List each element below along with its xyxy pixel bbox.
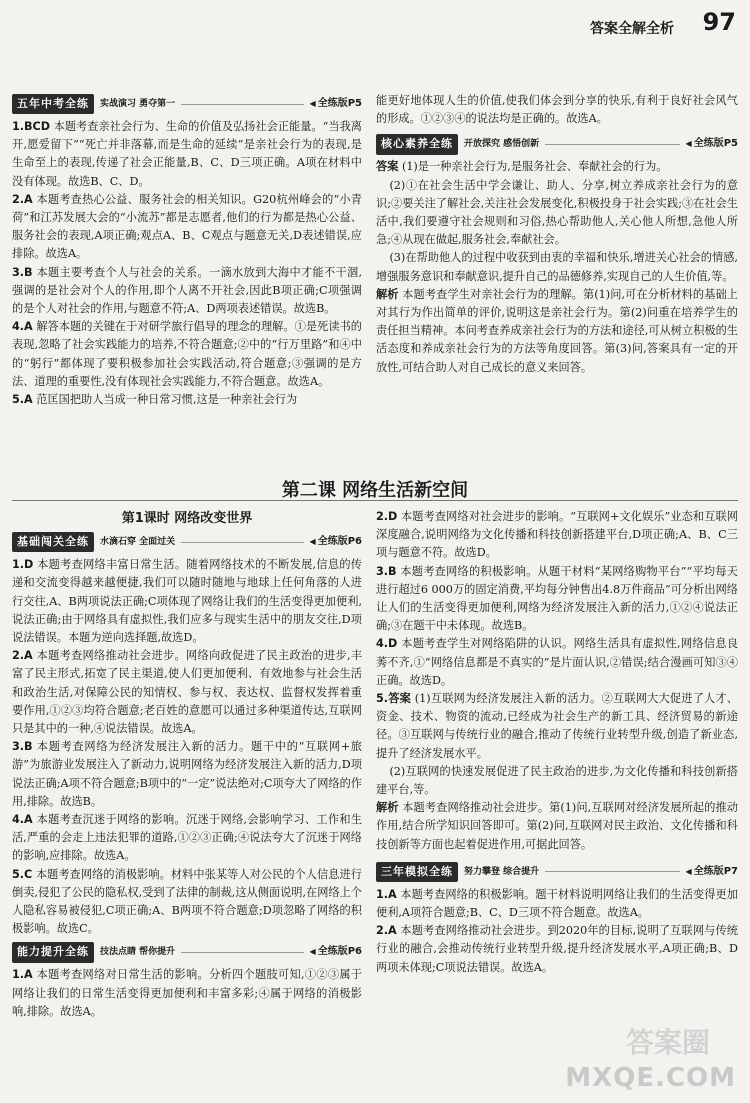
item-number: 3.B xyxy=(376,564,397,578)
answer-item xyxy=(12,318,362,391)
answer-text: (1)互联网为经济发展注入新的活力。②互联网大大促进了人才、资金、技术、物资的流动,已经成为社会生产的新工具、经济贸易的新途径。③互联网与传统行业的融合,推动了传统行业转型升级,创造了新业态,提升了经济发展水平。 xyxy=(376,692,738,760)
answer-item xyxy=(12,264,362,319)
section-tag: 五年中考全练 xyxy=(12,94,94,114)
lesson-title: 第二课 网络生活新空间 xyxy=(281,480,469,501)
item-text: 本题考查网络的积极影响。题干材料说明网络让我们的生活变得更加便利,A项符合题意;B、C、D三项不符合题意。故选A。 xyxy=(376,887,738,920)
section-tag: 核心素养全练 xyxy=(376,134,458,154)
page-number: 97 xyxy=(702,8,736,36)
answer-item xyxy=(12,647,362,738)
lesson-divider xyxy=(12,500,738,501)
section-rule xyxy=(181,952,303,953)
section-rule xyxy=(545,871,679,872)
answer-item xyxy=(376,886,738,922)
item-text: 本题主要考查个人与社会的关系。一滴水放到大海中才能不干涸,强调的是社会对个人的作用,即个人离不开社会,因此B项正确;C项强调的是个人对社会的作用,与题意不符;A、D两项表述错误。故选B。 xyxy=(12,265,362,316)
section-ref: ◀ 全练版P5 xyxy=(310,95,362,113)
item-number: 5.C xyxy=(12,867,33,881)
section-ref: ◀ 全练版P6 xyxy=(310,943,362,961)
bottom-left-column xyxy=(12,508,362,1021)
section-header xyxy=(376,862,738,882)
analysis-label: 解析 xyxy=(376,801,399,815)
item-text: 本题考查沉迷于网络的影响。沉迷于网络,会影响学习、工作和生活,严重的会走上违法犯罪的道路,①②③正确;④说法夸大了沉迷于网络的影响,应排除。故选A。 xyxy=(12,813,363,863)
section-ref: ◀ 全练版P6 xyxy=(310,533,362,551)
item-text: 本题考查热心公益、服务社会的相关知识。G20杭州峰会的“小青荷”和江苏发展大会的“小流苏”都是志愿者,他们的行为都是热心公益、服务社会的表现,A项正确;观点A、B、C观点与题意无关,D表述错误,应排除。故选A。 xyxy=(12,192,362,261)
section-tag: 基础闯关全练 xyxy=(12,532,94,552)
section-slogan: 努力攀登 综合提升 xyxy=(464,866,540,877)
item-text: 本题考查网络对社会进步的影响。“互联网+文化娱乐”业态和互联网深度融合,说明网络为文化传播和科技创新搭建平台,D项正确;A、B、C三项与题意不符。故选D。 xyxy=(376,510,738,560)
section-rule xyxy=(545,144,679,145)
watermark-logo: 答案圈 xyxy=(625,1026,710,1059)
item-text: 解答本题的关键在于对研学旅行倡导的理念的理解。①是死读书的表现,忽略了社会实践能力的培养,不符合题意;②中的“行万里路”和④中的“躬行”都体现了要积极参加社会实践活动,符合题意;③强调的是方法、道理的重要性,没有体现社会实践能力,不符合题意。故选A。 xyxy=(12,320,362,388)
item-number: 4.A xyxy=(12,320,33,334)
top-right-column xyxy=(376,92,738,377)
answer-item xyxy=(12,738,362,811)
item-text: 本题考查网络推动社会进步。网络向政促进了民主政治的进步,丰富了民主形式,拓宽了民主渠道,使人们更加便利、有效地参与社会生活和政治生活,对保障公民的知情权、参与权、表达权、监督权发挥着重要作用,①②③均符合题意;老百姓的意愿可以通过多种渠道传达,互联网只是其中的一种,④说法错误。故选A。 xyxy=(12,649,363,736)
item-text: 本题考查网络推动社会进步。到2020年的目标,说明了互联网与传统行业的融合,会推动传统行业转型升级,提升经济发展水平,A项正确;B、D两项未体现;C项说法错误。故选A。 xyxy=(376,924,738,974)
bottom-right-column xyxy=(376,508,738,977)
answer-text: (3)在帮助他人的过程中收获到由衷的幸福和快乐,增进关心社会的情感,增强服务意识和奉献意识,提升自己的品德修养,实现自己的人生价值,等。 xyxy=(376,251,738,283)
item-number: 4.D xyxy=(376,637,398,651)
item-number: 3.B xyxy=(12,265,33,279)
answer-text: (2)互联网的快速发展促进了民主政治的进步,为文化传播和科技创新搭建平台,等。 xyxy=(376,764,738,797)
item-number: 1.BCD xyxy=(12,120,51,133)
item-number: 2.A xyxy=(12,192,33,206)
item-number: 4.A xyxy=(12,813,33,827)
section-tag: 能力提升全练 xyxy=(12,942,94,962)
continued-text: 能更好地体现人生的价值,使我们体会到分享的快乐,有利于良好社会风气的形成。①②③④的说法均是正确的。故选A。 xyxy=(376,94,738,126)
analysis-block xyxy=(376,799,738,854)
section-ref: ◀ 全练版P7 xyxy=(686,863,738,881)
answer-item xyxy=(12,191,362,264)
item-number: 2.A xyxy=(376,924,397,938)
answer-item xyxy=(376,508,738,563)
section-header xyxy=(376,134,738,154)
section-slogan: 实战演习 勇夺第一 xyxy=(100,98,176,109)
header-title: 答案全解全析 xyxy=(590,21,674,37)
answer-item xyxy=(376,635,738,690)
answer-item xyxy=(12,866,362,939)
item-text: 本题考查网络的积极影响。从题干材料“某网络购物平台”“平均每天进行超过6 000万的固定消费,平均每分钟售出4.8万件商品”可分析出网络让人们的生活变得更加便利,网络为经济发展注入新的活力,①②④说法正确;③在题干中未体现。故选B。 xyxy=(376,564,738,633)
section-header xyxy=(12,94,362,114)
item-number: 2.A xyxy=(12,649,33,663)
answer-text: (1)是一种亲社会行为,是服务社会、奉献社会的行为。 xyxy=(401,160,668,174)
item-text: 范匡国把助人当成一种日常习惯,这是一种亲社会行为 xyxy=(36,393,298,407)
analysis-text: 本题考查学生对亲社会行为的理解。第(1)问,可在分析材料的基础上对其行为作出简单的评价,说明这是亲社会行为。第(2)问重在培养学生的责任担当精神。本问考查养成亲社会行为的方法和途径,可从树立积极的生活态度和养成亲社会行为的方法等角度回答。第(3)问,答案具有一定的开放性,可结合助人对自己成长的意义来回答。 xyxy=(376,287,738,374)
section-rule xyxy=(181,104,303,105)
answer-item xyxy=(12,966,362,1021)
analysis-block xyxy=(376,286,738,377)
section-header xyxy=(12,532,362,552)
item-number: 5.答案 xyxy=(376,692,411,706)
section-ref: ◀ 全练版P5 xyxy=(686,135,738,153)
answer-block xyxy=(376,158,738,176)
item-text: 本题考查学生对网络陷阱的认识。网络生活具有虚拟性,网络信息良莠不齐,①“网络信息都是不真实的”是片面认识,②错误;结合漫画可知③④正确。故选D。 xyxy=(376,637,739,687)
item-text: 本题考查网络的消极影响。材料中张某等人对公民的个人信息进行倒卖,侵犯了公民的隐私权,受到了法律的制裁,这从侧面说明,在网络上个人隐私容易被侵犯,C项正确;A、B两项不符合题意;D项忽略了网络的积极影响。故选C。 xyxy=(12,867,362,936)
item-text: 本题考查网络对日常生活的影响。分析四个题肢可知,①②③属于网络让我们的日常生活变得更加便利和丰富多彩;④属于网络的消极影响,排除。故选A。 xyxy=(12,968,363,1018)
subsection-title: 第1课时 网络改变世界 xyxy=(121,511,253,526)
item-number: 1.A xyxy=(12,968,33,982)
answer-item xyxy=(12,118,362,191)
answer-item xyxy=(376,922,738,977)
section-tag: 三年模拟全练 xyxy=(376,862,458,882)
section-header xyxy=(12,942,362,962)
answer-block xyxy=(376,690,738,763)
analysis-label: 解析 xyxy=(376,287,399,301)
answer-label: 答案 xyxy=(376,160,399,174)
item-number: 5.A xyxy=(12,393,33,407)
watermark-site: MXQE.COM xyxy=(565,1063,736,1093)
answer-item xyxy=(12,556,362,647)
answer-item xyxy=(12,391,362,409)
top-left-column xyxy=(12,92,362,409)
section-rule xyxy=(181,542,303,543)
item-text: 本题考查网络丰富日常生活。随着网络技术的不断发展,信息的传递和交流变得越来越便捷,我们可以随时随地与地球上任何角落的人进行交往,A、B两项说法正确;C项体现了网络让我们的生活变得更加便利,说法正确;由于网络具有虚拟性,我们应多与现实生活中的朋友交往,D项说法错误。本题为逆向选择题,故选D。 xyxy=(12,558,362,645)
item-number: 1.A xyxy=(376,887,397,901)
answer-text: (2)①在社会生活中学会谦让、助人、分享,树立养成亲社会行为的意识;②要关注了解社会,关注社会发展变化,积极投身于社会实践;③在社会生活中,我们要遵守社会规则和习俗,热心帮助他人,关心他人所想,急他人所急;④从现在做起,服务社会,奉献社会。 xyxy=(376,178,738,247)
item-text: 本题考查亲社会行为、生命的价值及弘扬社会正能量。“当我离开,愿爱留下”“死亡并非落幕,而是生命的延续”是亲社会行为的表现,是生命至上的表现,传递了社会正能量,B、C、D三项正确。A项在材料中没有体现。故选B、C、D。 xyxy=(12,120,362,188)
item-number: 3.B xyxy=(12,740,33,754)
answer-item xyxy=(12,811,362,866)
item-number: 1.D xyxy=(12,558,34,572)
analysis-text: 本题考查网络推动社会进步。第(1)问,互联网对经济发展所起的推动作用,结合所学知识回答即可。第(2)问,互联网对民主政治、文化传播和科技创新等方面也起着促进作用,可据此回答。 xyxy=(376,801,738,851)
item-text: 本题考查网络为经济发展注入新的活力。题干中的“互联网+旅游”为旅游业发展注入了新动力,说明网络为经济发展注入新的活力,D项说法正确;A项不符合题意;B项中的“一定”说法绝对;C项夸大了网络的作用,排除。故选B。 xyxy=(12,740,362,808)
section-slogan: 技法点睛 帮你提升 xyxy=(100,947,176,958)
page-header xyxy=(0,0,750,44)
item-number: 2.D xyxy=(376,510,398,523)
section-slogan: 水滴石穿 全面过关 xyxy=(100,537,176,548)
section-slogan: 开放探究 感悟创新 xyxy=(464,139,540,150)
answer-item xyxy=(376,563,738,636)
